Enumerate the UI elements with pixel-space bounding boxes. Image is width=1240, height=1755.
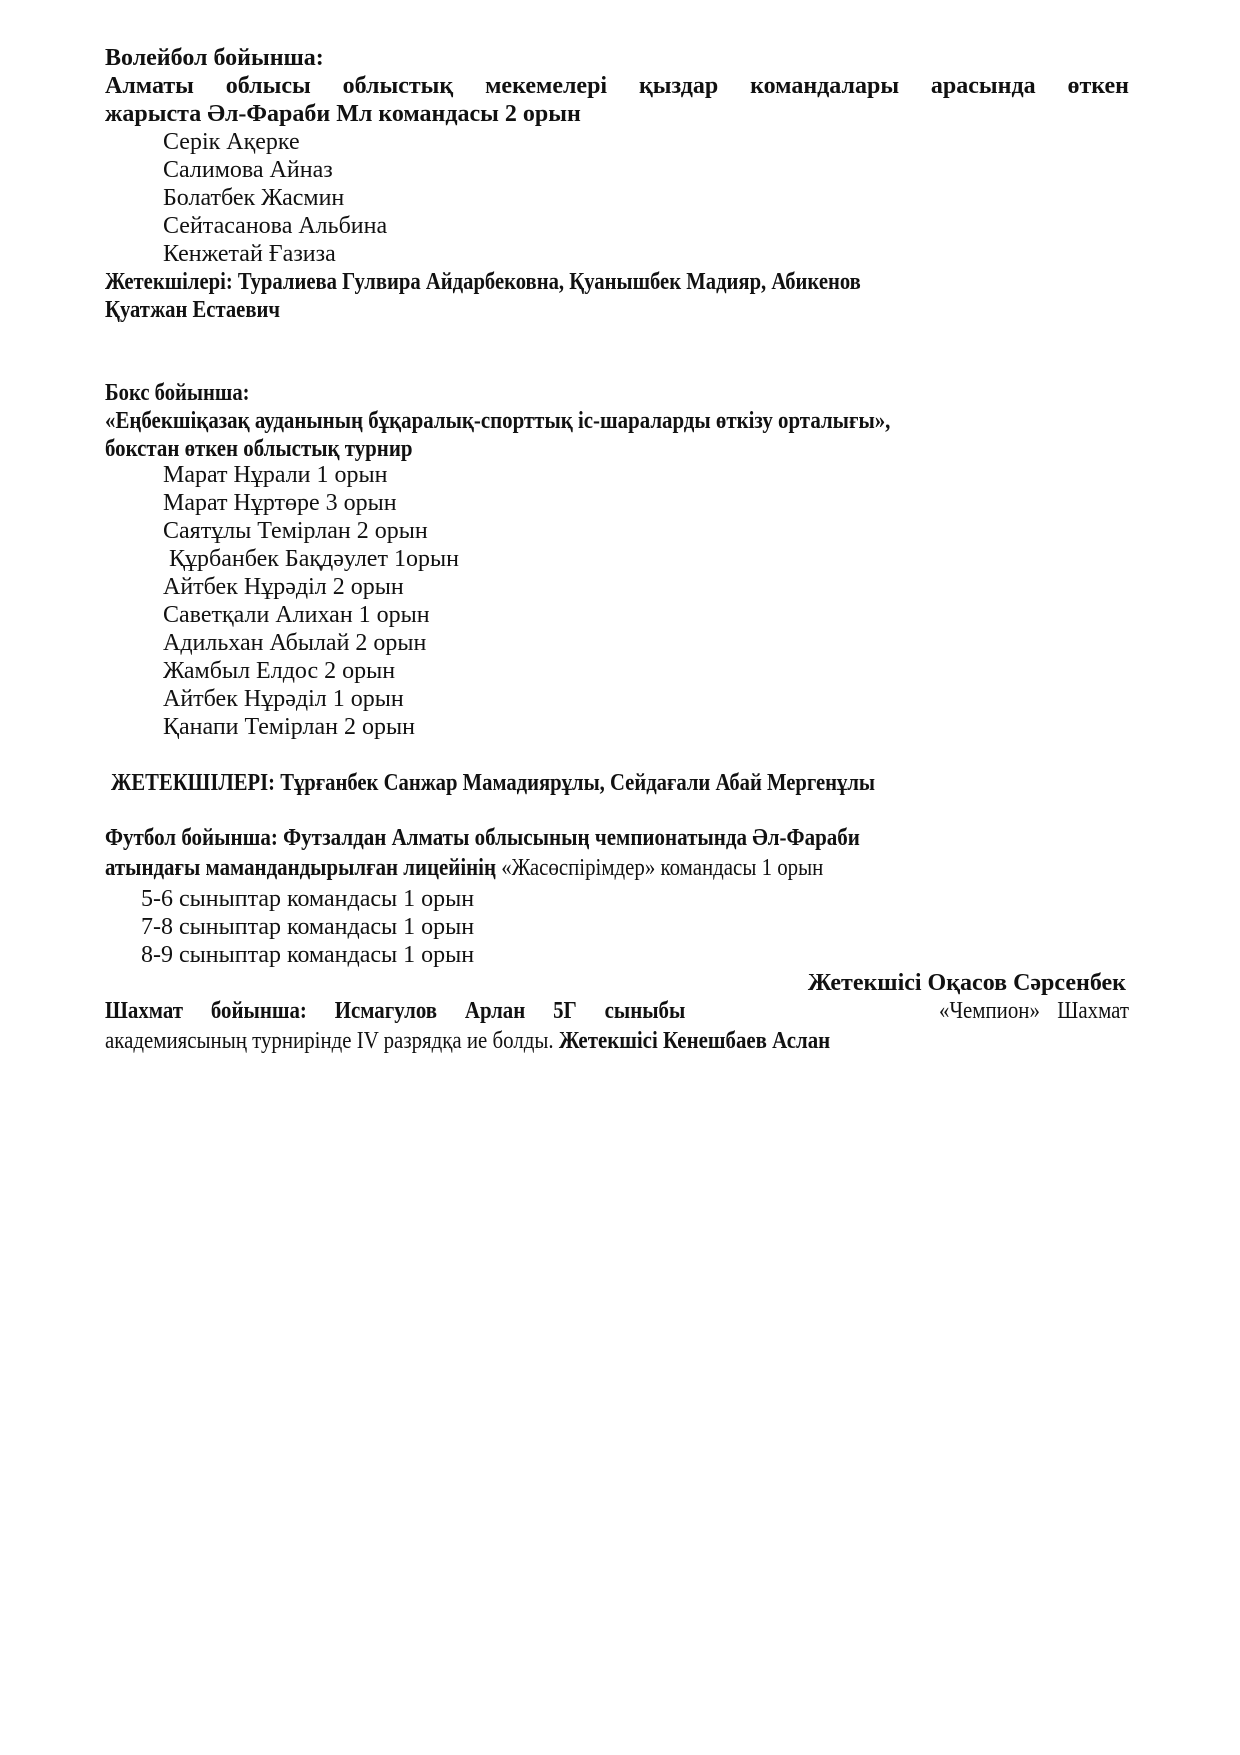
football-team-result: «Жасөспірімдер» командасы 1 орын xyxy=(496,855,824,881)
volleyball-member: Серік Ақерке xyxy=(163,129,300,155)
volleyball-coaches-line2 xyxy=(105,295,309,325)
volleyball-member: Салимова Айназ xyxy=(163,157,333,183)
boxing-result: Марат Нұртөре 3 орын xyxy=(163,490,397,516)
volleyball-event-line2: жарыста Әл-Фараби Мл командасы 2 орын xyxy=(105,101,581,127)
chess-line2 xyxy=(105,1026,939,1056)
boxing-result: Адильхан Абылай 2 орын xyxy=(163,630,427,656)
football-line1-text: Футбол бойынша: Футзалдан Алматы облысының чемпионатында Әл-Фараби xyxy=(105,825,860,851)
volleyball-coaches-text: Жетекшілері: Туралиева Гулвира Айдарбековна, Қуанышбек Мадияр, Абикенов xyxy=(105,269,861,295)
boxing-result: Саятұлы Темірлан 2 орын xyxy=(163,518,428,544)
volleyball-member: Болатбек Жасмин xyxy=(163,185,345,211)
boxing-event-line1 xyxy=(105,406,1008,436)
chess-student-text: Шахмат бойынша: Исмагулов Арлан 5Г сыныбы xyxy=(105,998,686,1024)
boxing-result: Марат Нұрали 1 орын xyxy=(163,462,388,488)
chess-line1 xyxy=(105,996,1129,1026)
boxing-result: Айтбек Нұрәділ 1 орын xyxy=(163,686,404,712)
volleyball-event-line1: Алматы облысы облыстық мекемелері қыздар командалары арасында өткен xyxy=(105,73,1129,99)
boxing-result: Құрбанбек Бақдәулет 1орын xyxy=(169,546,459,572)
boxing-event-text: «Еңбекшіқазақ ауданының бұқаралық-спорттық іс-шараларды өткізу орталығы», xyxy=(105,408,891,434)
football-lyceum-text: атындағы мамандандырылған лицейінің xyxy=(105,855,497,881)
boxing-event-text: бокстан өткен облыстық турнир xyxy=(105,436,413,462)
volleyball-member: Сейтасанова Альбина xyxy=(163,213,388,239)
football-line2 xyxy=(105,853,931,883)
boxing-result: Айтбек Нұрәділ 2 орын xyxy=(163,574,404,600)
volleyball-member: Кенжетай Ғазиза xyxy=(163,241,336,267)
football-result: 7-8 сыныптар командасы 1 орын xyxy=(141,914,475,940)
chess-result-text: академиясының турнирінде IV разрядқа ие болды. xyxy=(105,1028,559,1054)
football-result: 8-9 сыныптар командасы 1 орын xyxy=(141,942,475,968)
boxing-heading-text: Бокс бойынша: xyxy=(105,380,250,406)
volleyball-coaches-text: Қуатжан Естаевич xyxy=(105,297,281,323)
boxing-heading xyxy=(105,378,273,408)
boxing-coaches-text: ЖЕТЕКШІЛЕРІ: Тұрғанбек Санжар Мамадиярұлы, Сейдағали Абай Мергенұлы xyxy=(111,770,876,796)
football-line1 xyxy=(105,823,968,853)
boxing-result: Жамбыл Елдос 2 орын xyxy=(163,658,396,684)
volleyball-coaches-line1 xyxy=(105,267,984,297)
chess-academy-text: «Чемпион» Шахмат xyxy=(939,998,1129,1024)
football-result: 5-6 сыныптар командасы 1 орын xyxy=(141,886,475,912)
boxing-coaches xyxy=(111,768,999,798)
boxing-result: Саветқали Алихан 1 орын xyxy=(163,602,430,628)
volleyball-heading: Волейбол бойынша: xyxy=(105,45,324,71)
chess-coach: Жетекшісі Кенешбаев Аслан xyxy=(558,1028,831,1054)
football-coach: Жетекшісі Оқасов Сәрсенбек xyxy=(807,970,1126,996)
boxing-result: Қанапи Темірлан 2 орын xyxy=(163,714,415,740)
